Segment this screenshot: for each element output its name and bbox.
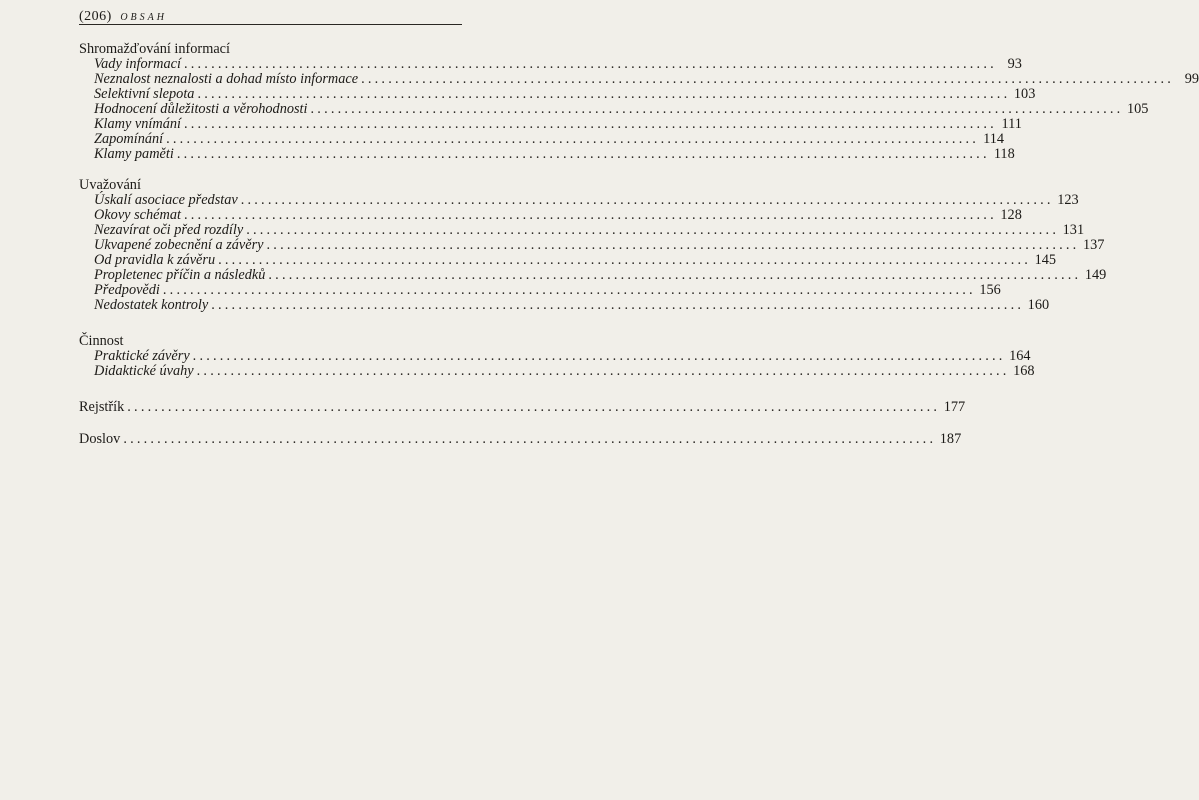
toc-entry-page: 128 [1000,207,1022,223]
leader-dots: ........................................................................................................................ [176,146,990,162]
toc-entry-page: 131 [1062,222,1085,238]
table-of-contents [79,41,1199,447]
toc-entry-label: Selektivní slepota [94,86,195,102]
leader-dots: ........................................................................................................................ [196,363,1010,379]
toc-entry [79,297,1050,313]
toc-entry [79,222,1085,238]
toc-entry [79,348,1031,364]
section-title-cinnost: Činnost [79,333,124,349]
leader-dots: ........................................................................................................................ [268,267,1082,283]
toc-entry [79,131,1005,147]
toc-entry-page: 149 [1084,267,1107,283]
toc-entry [79,86,1036,102]
toc-entry-label: Klamy paměti [94,146,174,162]
toc-entry-page: 93 [1007,56,1022,72]
toc-entry [79,71,1199,87]
toc-entry [79,207,1022,223]
toc-entry-page: 137 [1082,237,1105,253]
toc-entry-label: Od pravidla k závěru [94,252,216,268]
leader-dots: ........................................................................................................................ [166,131,980,147]
toc-entry-label: Didaktické úvahy [94,363,194,379]
leader-dots: ........................................................................................................................ [183,207,997,223]
toc-entry [79,267,1107,283]
toc-entry-label: Nezavírat oči před rozdíly [94,222,244,238]
toc-entry-label: Úskalí asociace představ [94,192,238,208]
header-rule [79,24,462,25]
leader-dots: ........................................................................................................................ [123,431,937,447]
toc-entry-page: 105 [1126,101,1149,117]
toc-entry-page: 168 [1013,363,1035,379]
leader-dots: ........................................................................................................................ [183,116,997,132]
toc-entry-label: Nedostatek kontroly [94,297,209,313]
toc-entry-page: 145 [1034,252,1057,268]
toc-entry-page: 164 [1009,348,1031,364]
toc-entry [79,282,1001,298]
toc-entry-label: Klamy vnímání [94,116,181,132]
toc-entry [79,101,1149,117]
toc-entry-rejstrik [79,399,966,415]
page-number: (206) [79,9,112,24]
leader-dots: ........................................................................................................................ [162,282,976,298]
toc-entry-label: Neznalost neznalosti a dohad místo informace [94,71,359,87]
toc-entry-page: 103 [1013,86,1036,102]
toc-entry-page: 114 [983,131,1005,147]
toc-entry-page: 156 [979,282,1001,298]
toc-entry-page: 111 [1001,116,1022,132]
toc-entry-label: Propletenec příčin a následků [94,267,266,283]
toc-entry-doslov [79,431,962,447]
toc-entry-page: 160 [1027,297,1050,313]
leader-dots: ........................................................................................................................ [246,222,1060,238]
section-title-uvazovani: Uvažování [79,177,141,193]
toc-entry-label: Ukvapené zobecnění a závěry [94,237,264,253]
leader-dots: ........................................................................................................................ [310,101,1124,117]
toc-entry [79,146,1015,162]
toc-entry-page: 187 [939,431,962,447]
running-title: OBSAH [120,12,167,23]
leader-dots: ........................................................................................................................ [192,348,1006,364]
toc-entry [79,192,1079,208]
toc-entry-label: Vady informací [94,56,181,72]
toc-entry-page: 99 [1184,71,1199,87]
toc-entry-label: Předpovědi [94,282,160,298]
toc-entry-label: Hodnocení důležitosti a věrohodnosti [94,101,308,117]
section-title-shromazdovani: Shromažďování informací [79,41,230,57]
toc-entry [79,252,1057,268]
toc-entry [79,56,1022,72]
toc-entry [79,363,1035,379]
leader-dots: ........................................................................................................................ [197,86,1011,102]
leader-dots: ........................................................................................................................ [240,192,1054,208]
toc-entry-page: 123 [1057,192,1079,208]
leader-dots: ........................................................................................................................ [218,252,1032,268]
toc-entry [79,116,1022,132]
toc-entry-label: Zapomínání [94,131,164,147]
leader-dots: ........................................................................................................................ [183,56,997,72]
leader-dots: ........................................................................................................................ [361,71,1175,87]
toc-entry-label: Doslov [79,431,121,447]
leader-dots: ........................................................................................................................ [211,297,1025,313]
toc-entry-page: 177 [943,399,966,415]
toc-entry-label: Rejstřík [79,399,125,415]
toc-entry [79,237,1105,253]
leader-dots: ........................................................................................................................ [266,237,1080,253]
toc-entry-label: Okovy schémat [94,207,181,223]
toc-entry-page: 118 [993,146,1015,162]
toc-entry-label: Praktické závěry [94,348,190,364]
leader-dots: ........................................................................................................................ [127,399,941,415]
